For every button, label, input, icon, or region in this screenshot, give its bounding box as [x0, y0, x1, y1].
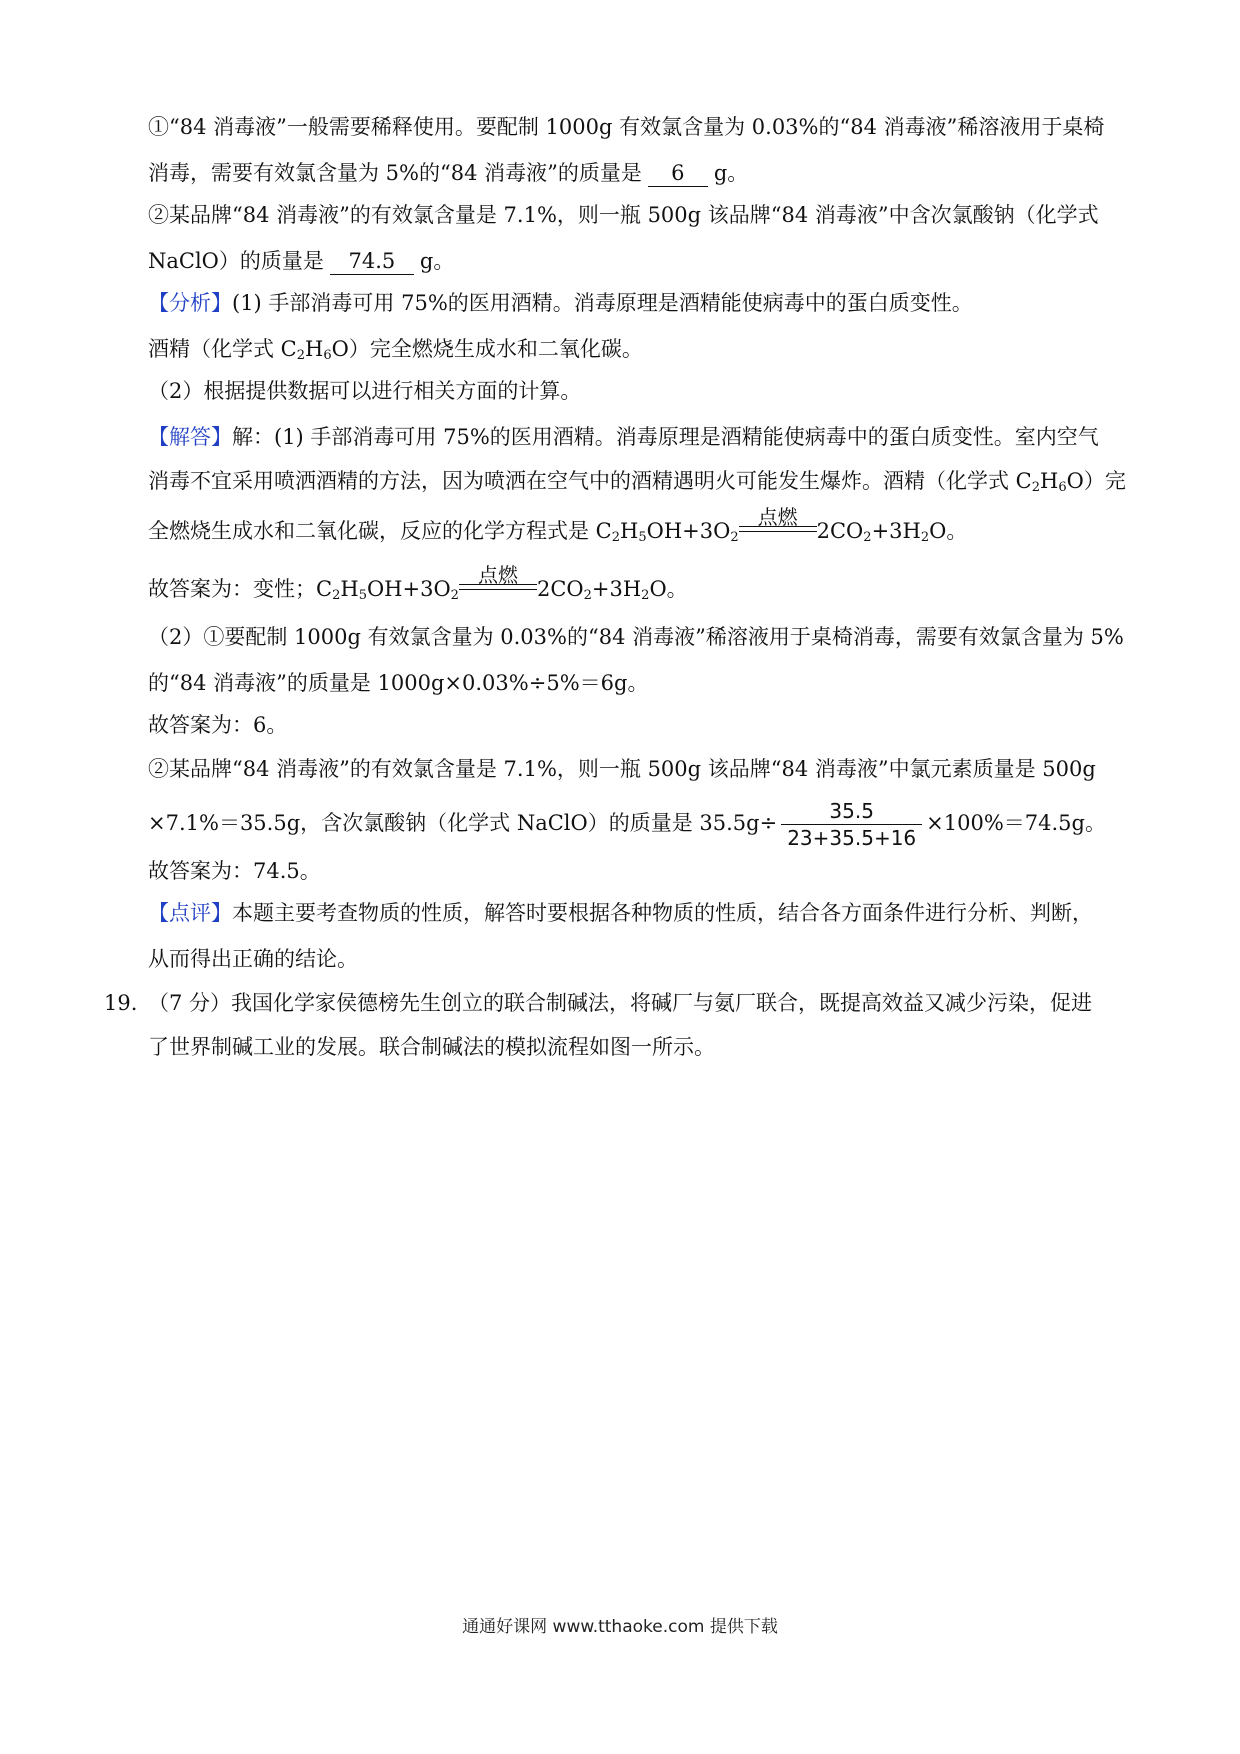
text-line: 从而得出正确的结论。	[148, 947, 358, 971]
text-line: 的“84 消毒液”的质量是 1000g×0.03%÷5%＝6g。	[148, 671, 649, 695]
text-line: 消毒不宜采用喷洒酒精的方法，因为喷洒在空气中的酒精遇明火可能发生爆炸。酒精（化学式 $C_2H_6O$）完	[148, 469, 1126, 495]
question-19: 19. （7 分）我国化学家侯德榜先生创立的联合制碱法，将碱厂与氨厂联合，既提高效益又减少污染，促进	[148, 988, 1128, 1018]
page-footer: 通通好课网 www.tthaoke.com 提供下载	[462, 1617, 778, 1637]
fraction-line: ×7.1%＝35.5g，含次氯酸钠（化学式 NaClO）的质量是 35.5g÷ $\frac{35.5}{23+35.5+16}$ ×100%＝74.5g。	[148, 799, 1106, 850]
text-line: （2）①要配制 1000g 有效氯含量为 0.03%的“84 消毒液”稀溶液用于桌椅消毒，需要有效氯含量为 5%	[148, 625, 1124, 649]
reaction-condition: 点燃	[459, 590, 537, 596]
analysis-tag: 【分析】	[148, 291, 232, 315]
fraction-numerator: 35.5	[781, 798, 922, 825]
reaction-condition: 点燃	[739, 532, 817, 538]
equals-sign	[739, 526, 817, 532]
analysis-line: 【分析】(1) 手部消毒可用 75%的医用酒精。消毒原理是酒精能使病毒中的蛋白质变性。	[148, 291, 973, 315]
review-tag: 【点评】	[148, 901, 232, 925]
equals-sign	[459, 584, 537, 590]
text-line: （2）根据提供数据可以进行相关方面的计算。	[148, 379, 582, 403]
answer-blank: 6	[648, 160, 708, 187]
fraction	[781, 798, 922, 851]
text-line: ①“84 消毒液”一般需要稀释使用。要配制 1000g 有效氯含量为 0.03%的“84 消毒液”稀溶液用于桌椅	[148, 115, 1105, 139]
text-line: 酒精（化学式 $C_2H_6O$）完全燃烧生成水和二氧化碳。	[148, 337, 643, 363]
answer-blank: 74.5	[330, 248, 414, 275]
text-line: 故答案为：74.5。	[148, 859, 321, 883]
text-line: ②某品牌“84 消毒液”的有效氯含量是 7.1%，则一瓶 500g 该品牌“84 消毒液”中氯元素质量是 500g	[148, 757, 1096, 781]
text-line: 消毒，需要有效氯含量为 5%的“84 消毒液”的质量是 6 g。	[148, 161, 749, 185]
solution-line: 【解答】解：(1) 手部消毒可用 75%的医用酒精。消毒原理是酒精能使病毒中的蛋白质变性。室内空气	[148, 425, 1099, 449]
solution-tag: 【解答】	[148, 425, 232, 449]
question-number: 19.	[104, 991, 138, 1015]
fraction-denominator: 23+35.5+16	[787, 826, 917, 850]
review-line: 【点评】本题主要考查物质的性质，解答时要根据各种物质的性质，结合各方面条件进行分析、判断，	[148, 901, 1093, 925]
equation-line: 故答案为：变性；$C_2H_5OH+3O_2$ 点燃 $2CO_2+3H_2O$。	[148, 563, 688, 603]
text-line: ②某品牌“84 消毒液”的有效氯含量是 7.1%，则一瓶 500g 该品牌“84 消毒液”中含次氯酸钠（化学式	[148, 203, 1099, 227]
equation-line: 全燃烧生成水和二氧化碳，反应的化学方程式是 $C_2H_5OH+3O_2$ 点燃 $2CO_2+3H_2O$。	[148, 505, 968, 545]
text-line: NaClO）的质量是 74.5 g。	[148, 249, 455, 273]
text-line: 了世界制碱工业的发展。联合制碱法的模拟流程如图一所示。	[148, 1035, 715, 1059]
text-line: 故答案为：6。	[148, 713, 288, 737]
